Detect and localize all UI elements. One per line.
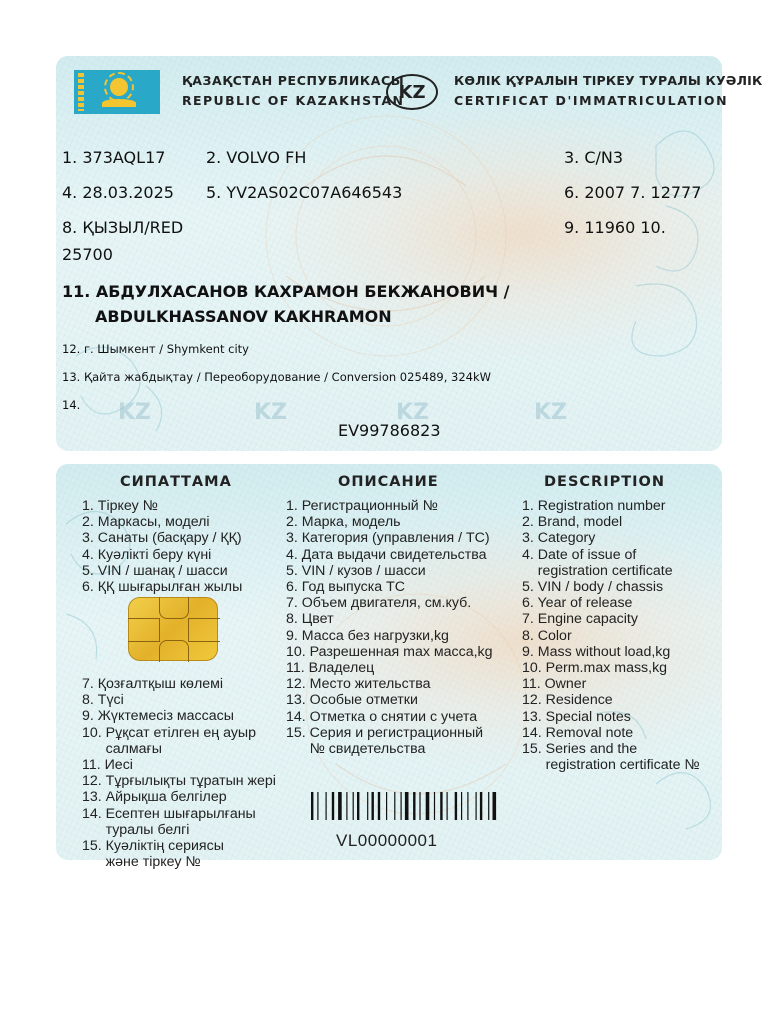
list-item: 15. Series and the	[522, 741, 638, 758]
list-item: 9. Жүктемесіз массасы	[82, 708, 234, 725]
description-list-ru	[286, 498, 493, 757]
list-item: 10. Рұқсат етілген ең ауыр	[82, 724, 256, 741]
field-color: 8. ҚЫЗЫЛ/RED	[62, 218, 184, 237]
list-item: 8. Color	[522, 627, 572, 644]
field-owner-line1: 11. АБДУЛХАСАНОВ КАХРАМОН БЕКЖАНОВИЧ /	[62, 282, 510, 301]
list-item: 6. Год выпуска ТС	[286, 579, 406, 596]
list-item: 8. Түсі	[82, 692, 124, 709]
list-item: 15. Куәліктің сериясы	[82, 838, 224, 855]
description-list-en	[522, 498, 700, 773]
list-item: 14. Отметка о снятии с учета	[286, 708, 478, 725]
field-mass: 9. 11960 10.	[564, 218, 666, 237]
registration-card-front	[56, 56, 763, 451]
list-item: салмағы	[82, 740, 162, 757]
list-item: 7. Қозғалтқыш көлемі	[82, 676, 224, 692]
field-brand-model: 2. VOLVO FH	[206, 148, 307, 167]
list-item: 5. VIN / шанақ / шасси	[82, 562, 228, 579]
field-vin: 5. YV2AS02C07A646543	[206, 183, 403, 202]
field-special-notes: 13. Қайта жабдықтау / Переоборудование / Conversion 025489, 324kW	[62, 370, 491, 384]
field-year-engine: 6. 2007 7. 12777	[564, 183, 702, 202]
certificate-serial-number: EV99786823	[338, 421, 441, 440]
column-title-kz: СИПАТТАМА	[120, 474, 232, 490]
list-item: 12. Место жительства	[286, 676, 431, 693]
list-item: 11. Owner	[522, 676, 587, 693]
kz-badge: KZ	[386, 74, 438, 110]
barcode-icon	[311, 792, 551, 820]
list-item: 5. VIN / кузов / шасси	[286, 562, 426, 579]
list-item: 13. Special notes	[522, 708, 631, 725]
list-item: 12. Residence	[522, 692, 613, 709]
field-residence: 12. г. Шымкент / Shymkent city	[62, 342, 249, 356]
list-item: 1. Регистрационный №	[286, 498, 438, 514]
list-item: 4. Куәлікті беру күні	[82, 546, 212, 563]
kz-watermark: KZ	[254, 400, 287, 425]
kz-watermark: KZ	[118, 400, 151, 425]
list-item: 3. Category	[522, 530, 596, 547]
column-title-ru: ОПИСАНИЕ	[338, 474, 439, 490]
field-registration-number: 1. 373AQL17	[62, 148, 166, 167]
header-country-en: REPUBLIC OF KAZAKHSTAN	[182, 93, 405, 108]
list-item: 7. Объем двигателя, см.куб.	[286, 595, 472, 612]
list-item: 2. Brand, model	[522, 514, 623, 531]
list-item: 11. Иесі	[82, 757, 133, 774]
list-item: 4. Date of issue of	[522, 546, 637, 563]
description-list-kz-top	[82, 498, 242, 595]
list-item: туралы белгі	[82, 821, 190, 838]
list-item: 10. Разрешенная max масса,kg	[286, 643, 493, 660]
field-owner-line2: ABDULKHASSANOV KAKHRAMON	[95, 307, 392, 326]
list-item: 14. Removal note	[522, 724, 634, 741]
field-category: 3. C/N3	[564, 148, 624, 167]
header-title-kz: КӨЛІК ҚҰРАЛЫН ТІРКЕУ ТУРАЛЫ КУӘЛІК	[454, 73, 763, 88]
list-item: 8. Цвет	[286, 611, 334, 628]
list-item: registration certificate	[522, 562, 673, 579]
list-item: registration certificate №	[522, 757, 700, 774]
list-item: 10. Perm.max mass,kg	[522, 660, 668, 677]
list-item: 1. Registration number	[522, 498, 666, 514]
barcode-number: VL00000001	[336, 831, 438, 850]
field-issue-date: 4. 28.03.2025	[62, 183, 174, 202]
header-country-kz: ҚАЗАҚСТАН РЕСПУБЛИКАСЫ	[182, 73, 405, 88]
header-title-fr: CERTIFICAT D'IMMATRICULATION	[454, 93, 729, 108]
list-item: 3. Категория (управления / ТС)	[286, 530, 490, 547]
ornament-pattern-icon	[56, 56, 722, 451]
list-item: 2. Маркасы, моделі	[82, 514, 210, 531]
list-item: 9. Масса без нагрузки,kg	[286, 627, 449, 644]
list-item: 4. Дата выдачи свидетельства	[286, 546, 487, 563]
list-item: 14. Есептен шығарылғаны	[82, 805, 256, 822]
list-item: 12. Тұрғылықты тұратын жері	[82, 773, 276, 790]
kazakhstan-flag-icon	[74, 70, 160, 114]
list-item: 6. ҚҚ шығарылған жылы	[82, 579, 243, 596]
kz-watermark: KZ	[534, 400, 567, 425]
list-item: және тіркеу №	[82, 854, 201, 871]
list-item: 5. VIN / body / chassis	[522, 579, 664, 596]
list-item: 1. Тіркеу №	[82, 498, 158, 514]
list-item: 13. Айрықша белгілер	[82, 789, 227, 806]
list-item: 11. Владелец	[286, 660, 375, 677]
list-item: 2. Марка, модель	[286, 514, 401, 531]
column-title-en: DESCRIPTION	[544, 474, 665, 490]
list-item: 6. Year of release	[522, 595, 633, 612]
kz-watermark: KZ	[396, 400, 429, 425]
field-removal-note: 14.	[62, 398, 81, 412]
registration-card-back	[56, 464, 722, 871]
list-item: 3. Санаты (басқару / ҚҚ)	[82, 530, 242, 547]
list-item: 7. Engine capacity	[522, 611, 638, 628]
list-item: 13. Особые отметки	[286, 692, 418, 709]
description-list-kz-bottom	[82, 676, 276, 870]
list-item: 15. Серия и регистрационный	[286, 724, 484, 741]
smart-chip-icon	[128, 597, 218, 661]
field-max-mass: 25700	[62, 245, 113, 264]
list-item: № свидетельства	[286, 741, 426, 758]
list-item: 9. Mass without load,kg	[522, 643, 671, 660]
